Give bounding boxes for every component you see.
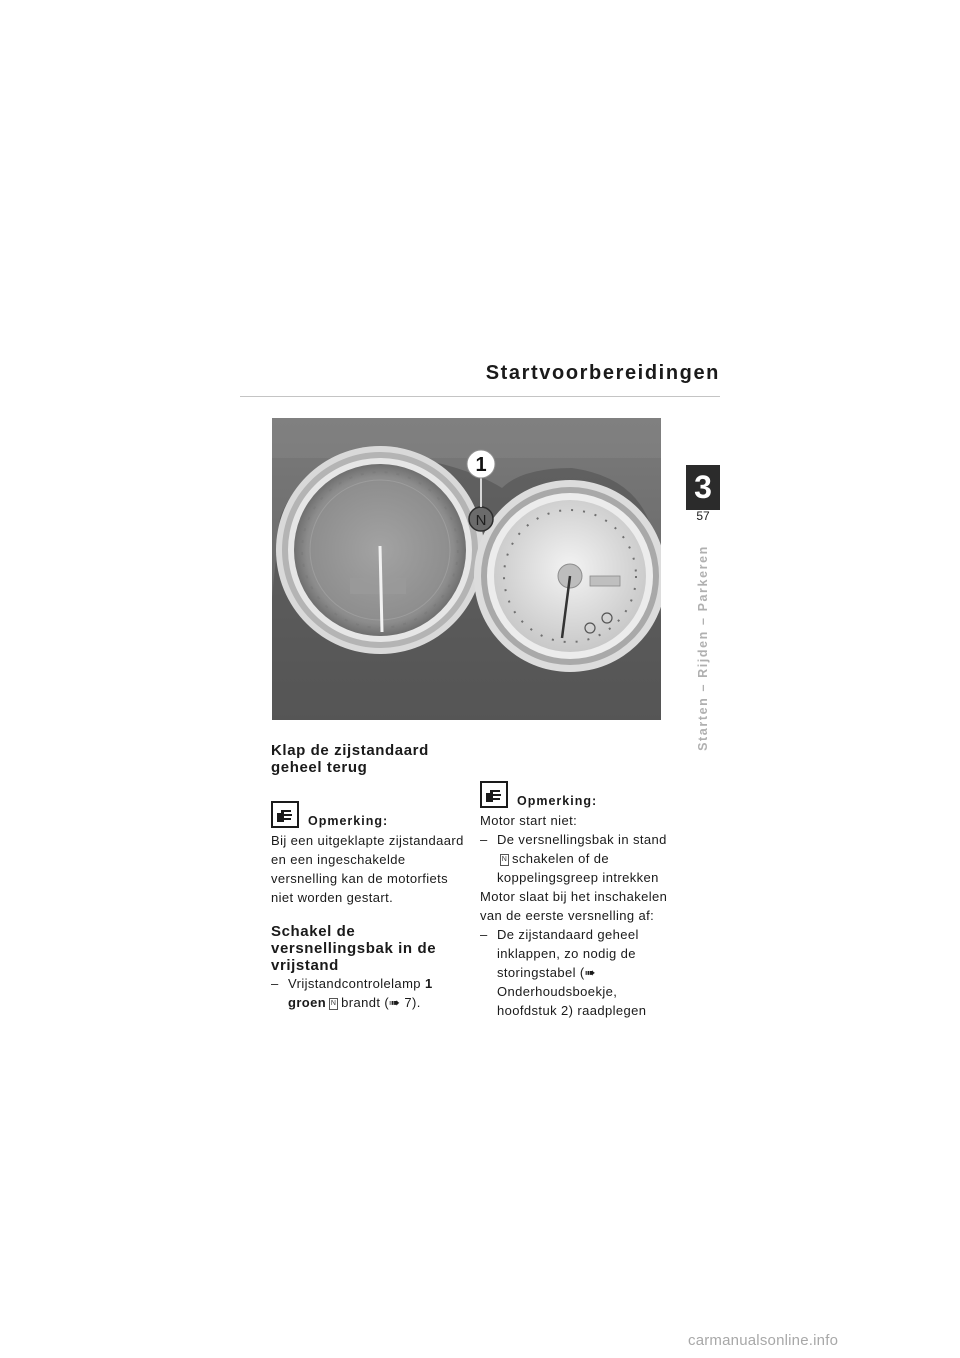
note-label: Opmerking: bbox=[308, 814, 389, 828]
header-divider bbox=[240, 396, 720, 397]
page-title: Startvoorbereidingen bbox=[485, 362, 720, 384]
watermark: carmanualsonline.info bbox=[688, 1332, 839, 1349]
right-column bbox=[480, 781, 680, 1020]
item-callout: 1 bbox=[424, 976, 433, 991]
neutral-symbol-icon: N bbox=[329, 998, 338, 1010]
note-line: Motor slaat bij het inschakelen van de eerste versnelling af: bbox=[480, 889, 668, 923]
note-text: Bij een uitgeklapte zijstandaard en een ingeschakelde versnelling kan de motorfiets niet worden gestart. bbox=[271, 833, 464, 905]
note-header bbox=[480, 781, 680, 808]
list-item bbox=[480, 830, 680, 887]
instrument-cluster-photo bbox=[272, 418, 661, 720]
note-hand-icon bbox=[271, 801, 299, 828]
neutral-indicator: N bbox=[475, 512, 487, 529]
side-label-text: Starten – Rijden – Parkeren bbox=[696, 544, 710, 751]
list-item bbox=[480, 925, 680, 1020]
item-color: groen bbox=[288, 995, 327, 1010]
item-text-end: schakelen of de koppelingsgreep intrekken bbox=[497, 851, 659, 885]
side-label bbox=[683, 545, 723, 750]
note-header bbox=[271, 801, 467, 828]
item-text: De versnellingsbak in stand bbox=[497, 832, 667, 847]
list-item bbox=[271, 974, 467, 1012]
heading-sidestand: Klap de zijstandaard geheel terug bbox=[271, 742, 429, 776]
note-line: Motor start niet: bbox=[480, 813, 578, 828]
list-dash: – bbox=[480, 927, 488, 942]
list-dash: – bbox=[271, 976, 279, 991]
heading-neutral: Schakel de versnellingsbak in de vrijstand bbox=[271, 923, 437, 974]
item-text: Vrijstandcontrolelamp bbox=[288, 976, 421, 991]
chapter-tab: 3 bbox=[686, 465, 720, 510]
note-label: Opmerking: bbox=[517, 794, 598, 808]
left-column bbox=[271, 742, 467, 1012]
item-text-end: brandt (➠ 7). bbox=[341, 995, 421, 1010]
item-text: De zijstandaard geheel inklappen, zo nodig de storingstabel (➠ Onderhoudsboekje, hoofdstuk 2) raadplegen bbox=[497, 927, 647, 1018]
page-number: 57 bbox=[696, 509, 710, 523]
note-hand-icon bbox=[480, 781, 508, 808]
neutral-symbol-icon: N bbox=[500, 854, 509, 866]
list-dash: – bbox=[480, 832, 488, 847]
callout-number: 1 bbox=[475, 454, 487, 476]
